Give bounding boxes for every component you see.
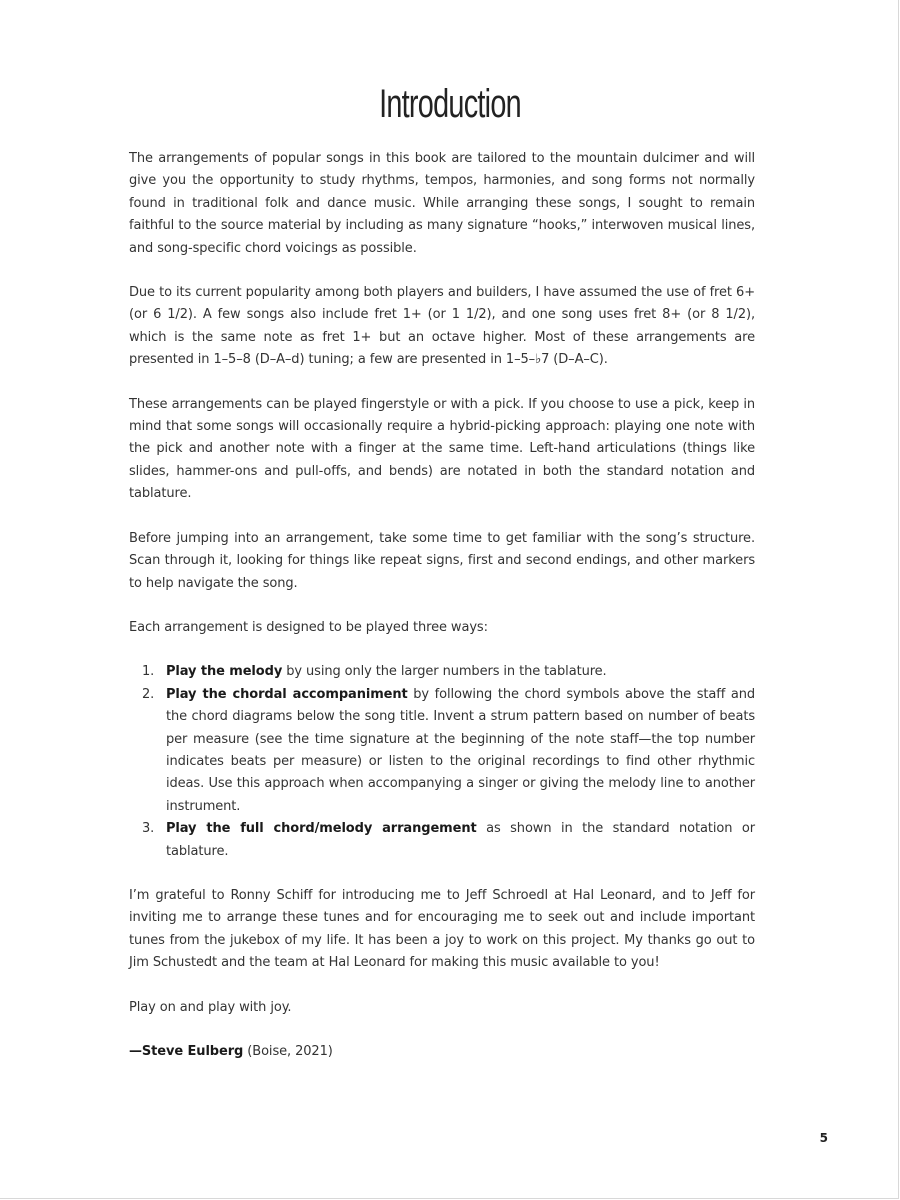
list-number: 2. <box>142 686 155 702</box>
list-item <box>142 661 755 683</box>
paragraph: The arrangements of popular songs in this book are tailored to the mountain dulcimer and will give you the opportunity to study rhythms, tempos, harmonies, and song forms not normally found in traditional folk and dance music. While arranging these songs, I sought to remain faithful to the source material by including as many signature “hooks,” interwoven musical lines, and song-specific chord voicings as possible. <box>129 151 755 256</box>
paragraph: Play on and play with joy. <box>129 999 292 1015</box>
paragraph: Due to its current popularity among both players and builders, I have assumed the use of fret 6+ (or 6 1/2). A few songs also include fret 1+ (or 1 1/2), and one song uses fret 8+ (or 8 1/2), which is the same note as fret 1+ but an octave higher. Most of these arrangements are presented in 1–5–8 (D–A–d) tuning; a few are presented in 1–5–♭7 (D–A–C). <box>129 285 755 368</box>
list-item-heading: Play the chordal accompaniment <box>166 686 408 702</box>
intro-body <box>129 148 755 1085</box>
list-item-text: by following the chord symbols above the staff and the chord diagrams below the song title. Invent a strum pattern based on number of beats per measure (see the time signature at the beginning of the note staff—the top number indicates beats per measure) or listen to the original recordings to find other rhythmic ideas. Use this approach when accompanying a singer or giving the melody line to another instrument. <box>166 686 755 814</box>
paragraph: Each arrangement is designed to be played three ways: <box>129 619 488 635</box>
signature-name: —Steve Eulberg <box>129 1044 244 1059</box>
signature-detail: (Boise, 2021) <box>243 1044 333 1059</box>
list-item-heading: Play the melody <box>166 664 283 680</box>
list-item-text: by using only the larger numbers in the tablature. <box>282 664 607 680</box>
list-item <box>142 684 755 818</box>
paragraph: These arrangements can be played fingerstyle or with a pick. If you choose to use a pick, keep in mind that some songs will occasionally require a hybrid-picking approach: playing one note with the pick and another note with a finger at the same time. Left-hand articulations (things like slides, hammer-ons and pull-offs, and bends) are notated in both the standard notation and tablature. <box>129 396 755 502</box>
paragraph: I’m grateful to Ronny Schiff for introducing me to Jeff Schroedl at Hal Leonard, and to Jeff for inviting me to arrange these tunes and for encouraging me to seek out and include important tunes from the jukebox of my life. It has been a joy to work on this project. My thanks go out to Jim Schustedt and the team at Hal Leonard for making this music available to you! <box>129 887 755 971</box>
list-item <box>142 818 755 863</box>
ways-list <box>129 661 755 863</box>
list-item-heading: Play the full chord/melody arrangement <box>166 821 477 837</box>
list-number: 1. <box>142 664 155 680</box>
paragraph: Before jumping into an arrangement, take some time to get familiar with the song’s structure. Scan through it, looking for things like repeat signs, first and second endings, and other markers to help navigate the song. <box>129 530 755 591</box>
list-item-text: as shown in the standard notation or tablature. <box>166 821 755 859</box>
signature <box>129 1041 755 1063</box>
page-title: Introduction <box>379 82 521 126</box>
list-number: 3. <box>142 821 155 837</box>
page-number: 5 <box>819 1131 828 1145</box>
